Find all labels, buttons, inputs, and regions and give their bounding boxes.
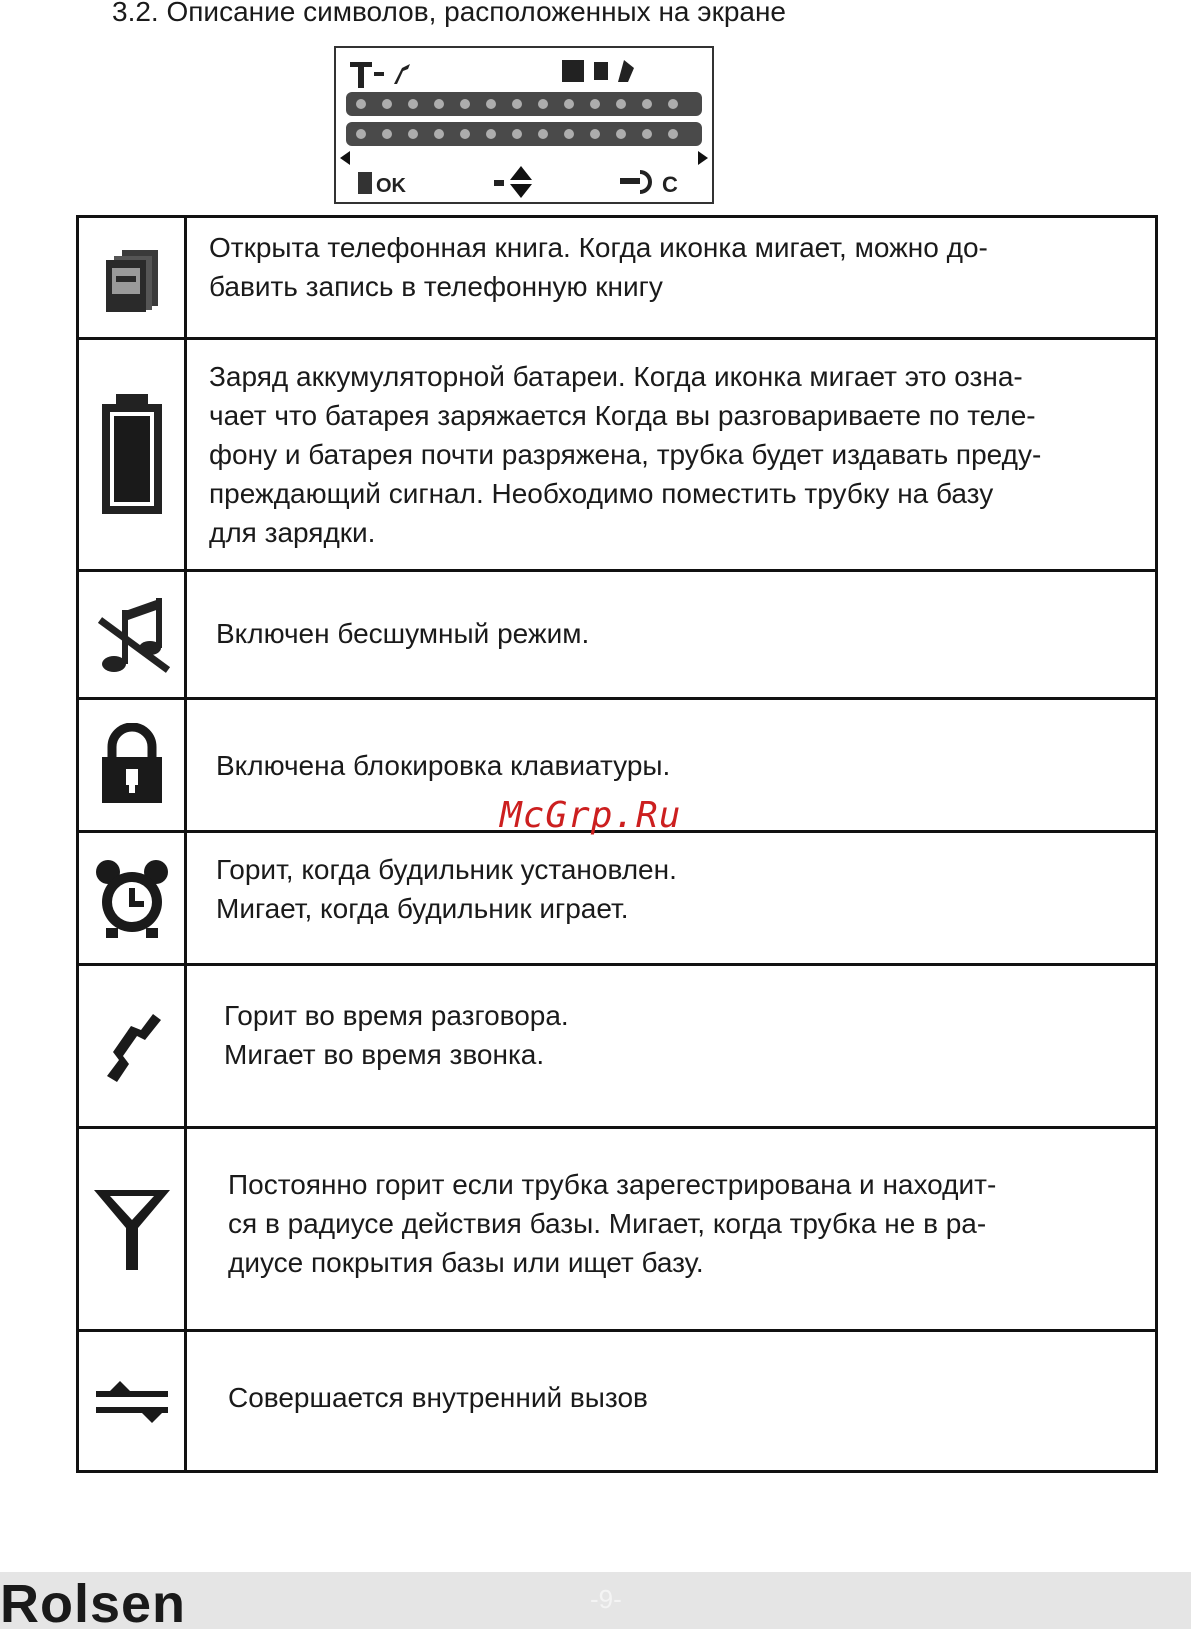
icon-description: Совершается внутренний вызов — [228, 1382, 648, 1413]
icon-description: Заряд аккумуляторной батареи. Когда иконка мигает это озна- чает что батарея заряжается Когда вы разговариваете по теле- фону и батарея почти разряжена, трубка будет издавать преду- преждающий сигнал. Необходимо поместить трубку на базу для зарядки. — [209, 361, 1042, 548]
icon-description: Включен бесшумный режим. — [216, 618, 590, 649]
table-row — [79, 963, 1155, 1126]
icon-description: Горит во время разговора. Мигает во время звонка. — [224, 1000, 569, 1070]
lcd-c-label: C — [662, 172, 678, 197]
symbols-table — [76, 215, 1158, 1473]
section-heading: 3.2. Описание символов, расположенных на экране — [112, 0, 786, 27]
lcd-ok-label: OK — [376, 175, 406, 197]
icon-description: Постоянно горит если трубка зарегестрирована и находит- ся в радиусе действия базы. Мигает, когда трубка не в ра- диусе покрытия базы или ищет базу. — [228, 1169, 997, 1278]
brand-logo — [0, 1572, 280, 1629]
svg-text:Rolsen: Rolsen — [0, 1574, 187, 1629]
silent-mode-icon — [90, 590, 174, 680]
antenna-icon — [90, 1184, 174, 1274]
alarm-clock-icon — [92, 856, 172, 940]
keylock-icon — [96, 723, 168, 807]
intercom-icon — [92, 1371, 172, 1431]
phonebook-icon — [92, 238, 172, 318]
table-row — [79, 830, 1155, 963]
page-number: -9- — [590, 1584, 622, 1614]
watermark: McGrp.Ru — [500, 795, 682, 836]
lcd-display-illustration — [334, 46, 714, 204]
icon-description: Открыта телефонная книга. Когда иконка мигает, можно до- бавить запись в телефонную книгу — [209, 232, 988, 302]
table-row — [79, 1329, 1155, 1470]
icon-description: Горит, когда будильник установлен. Мигает, когда будильник играет. — [216, 854, 677, 924]
table-row — [79, 337, 1155, 569]
table-row — [79, 218, 1155, 337]
icon-description: Включена блокировка клавиатуры. — [216, 750, 671, 781]
handset-icon — [97, 1004, 167, 1088]
table-row — [79, 1126, 1155, 1329]
table-row — [79, 569, 1155, 697]
battery-icon — [92, 390, 172, 520]
